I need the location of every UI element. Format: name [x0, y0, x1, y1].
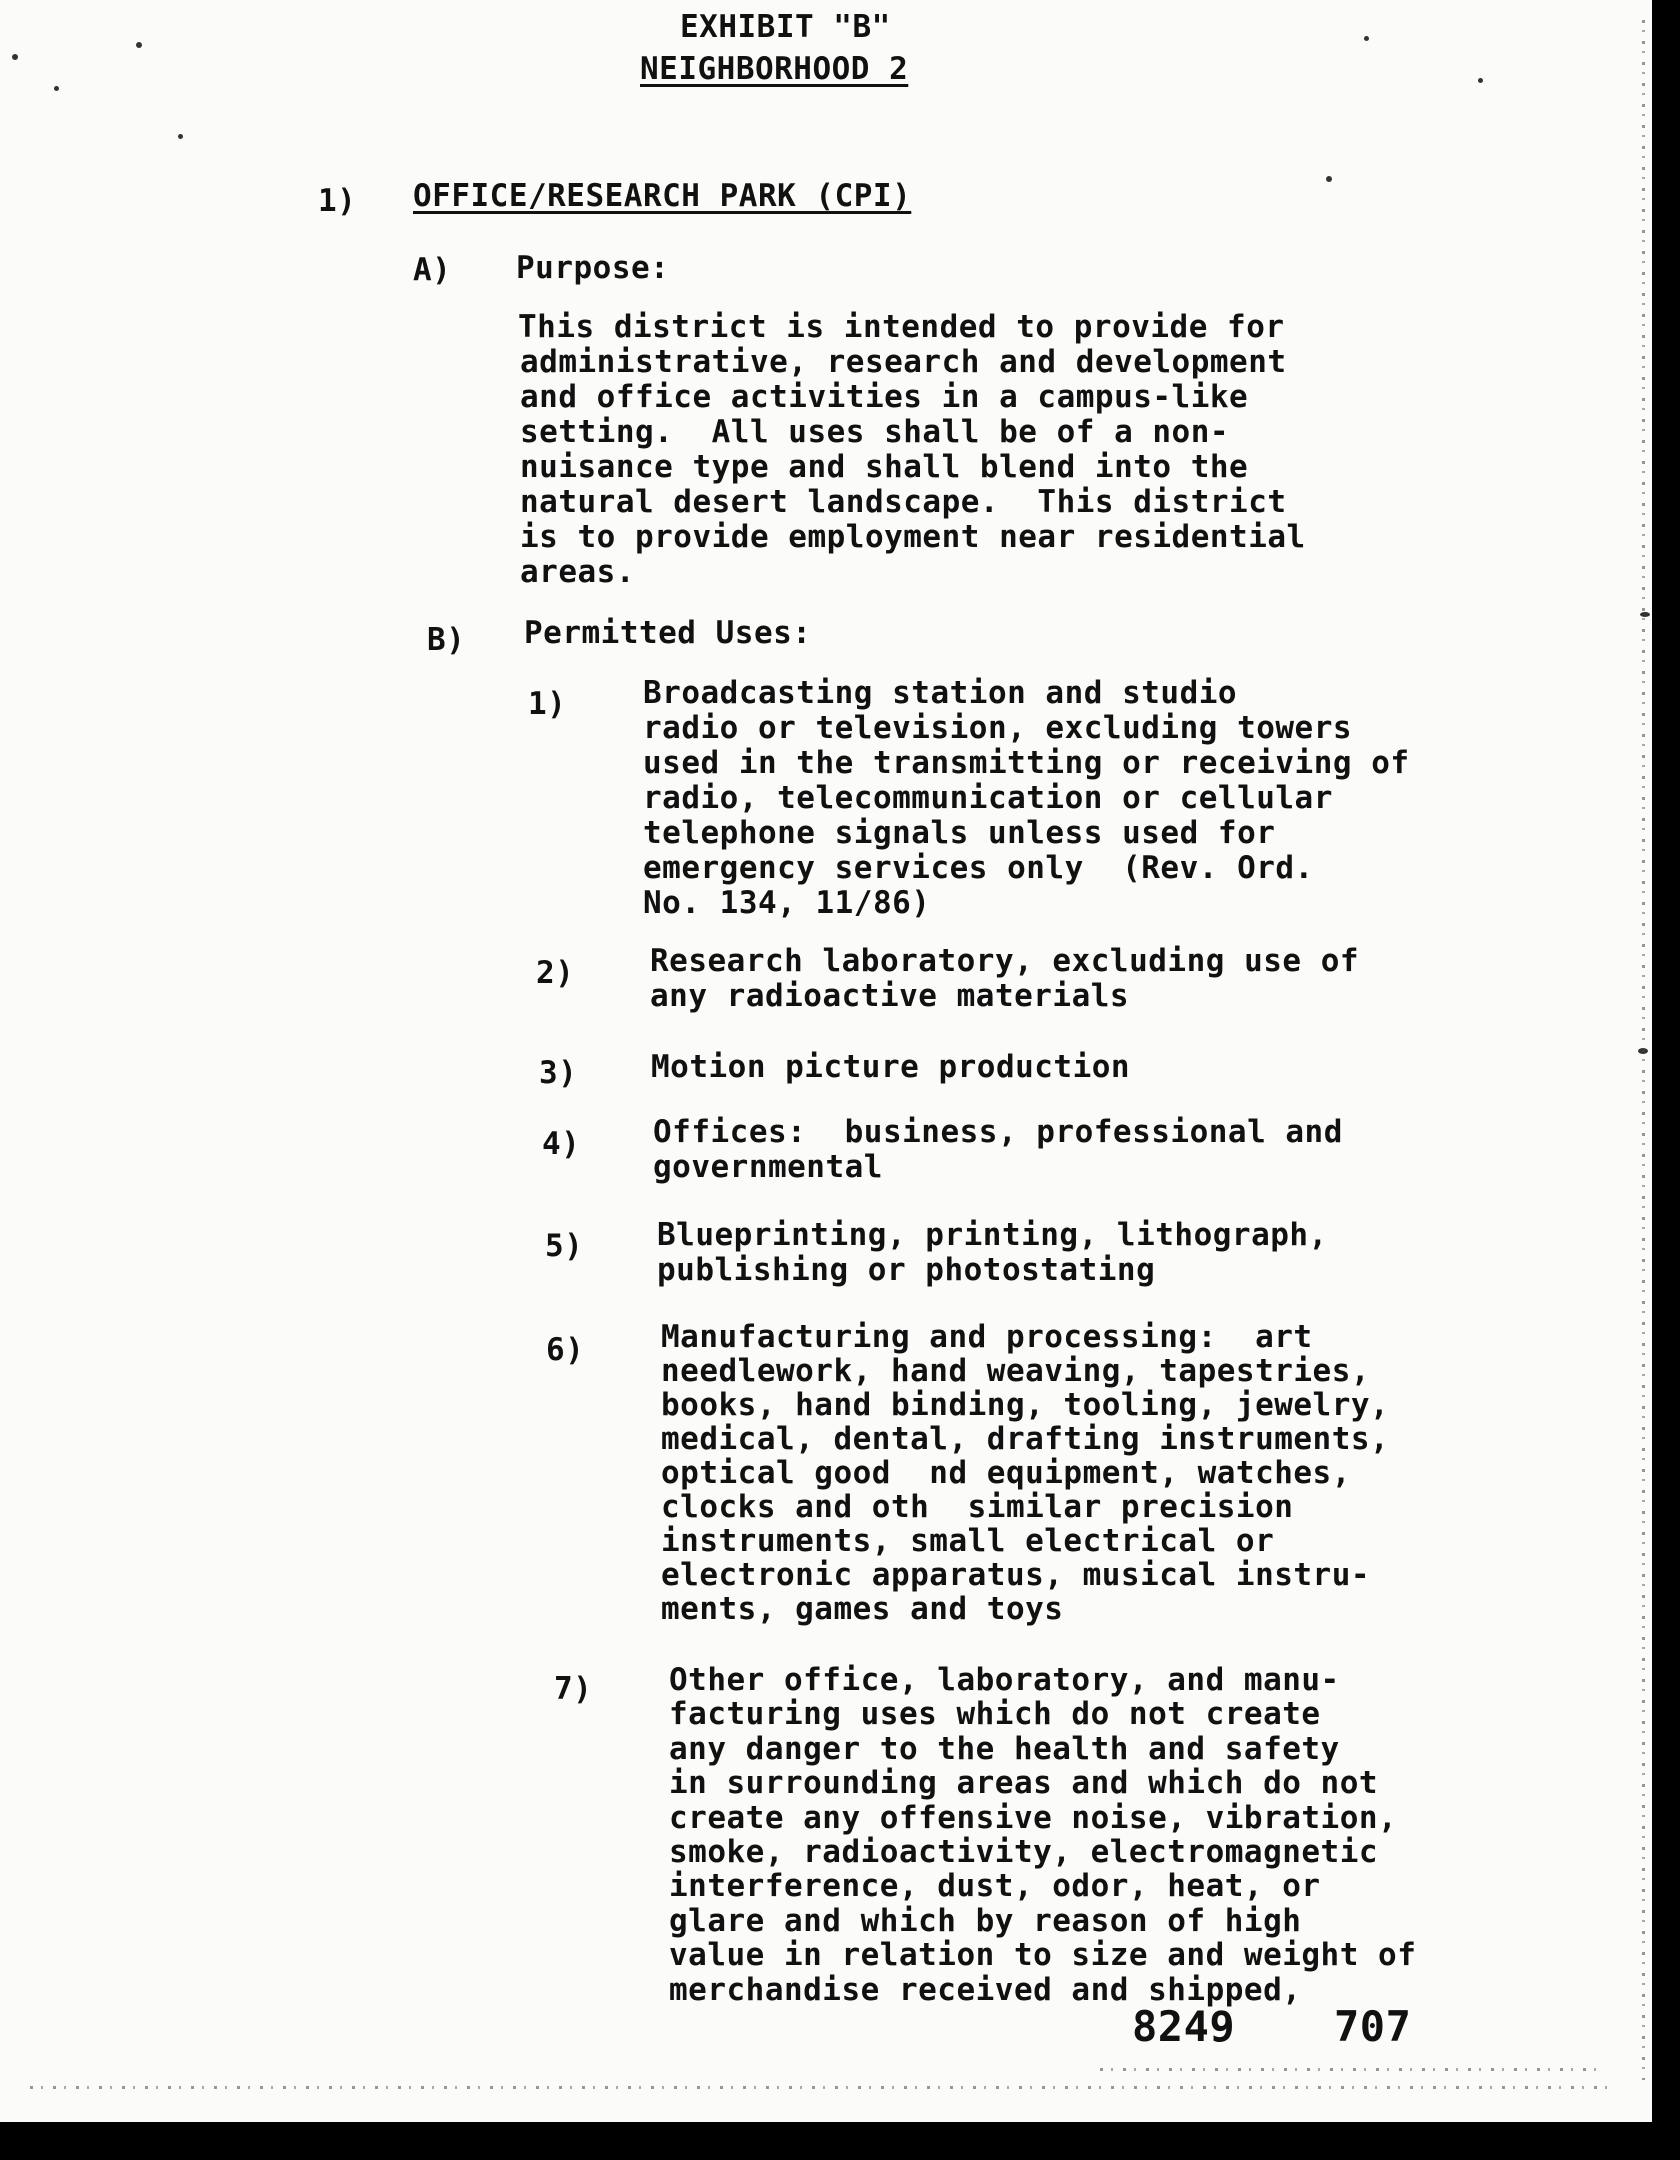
permitted-use-line: radio or television, excluding towers	[643, 710, 1353, 746]
permitted-use-line: books, hand binding, tooling, jewelry,	[661, 1387, 1390, 1423]
permitted-use-line: Other office, laboratory, and manu-	[669, 1662, 1340, 1698]
permitted-letter: B)	[427, 622, 466, 658]
permitted-use-number: 4)	[542, 1126, 581, 1162]
permitted-use-line: in surrounding areas and which do not	[669, 1765, 1379, 1801]
permitted-use-number: 7)	[554, 1671, 593, 1707]
permitted-use-line: No. 134, 11/86)	[643, 885, 931, 921]
speck	[1364, 36, 1369, 41]
permitted-use-line: emergency services only (Rev. Ord.	[643, 850, 1314, 886]
permitted-use-number: 5)	[545, 1228, 584, 1264]
exhibit-title: EXHIBIT "B"	[680, 9, 891, 45]
permitted-use-line: Blueprinting, printing, lithograph,	[657, 1217, 1328, 1253]
purpose-line: nuisance type and shall blend into the	[520, 449, 1249, 485]
permitted-use-line: Manufacturing and processing: art	[661, 1319, 1313, 1355]
permitted-use-number: 1)	[528, 686, 567, 722]
permitted-use-line: Broadcasting station and studio	[643, 675, 1238, 711]
permitted-use-line: instruments, small electrical or	[661, 1523, 1275, 1559]
permitted-use-line: clocks and oth similar precision	[661, 1489, 1294, 1525]
permitted-use-number: 6)	[546, 1332, 585, 1368]
purpose-heading: Purpose:	[516, 250, 670, 286]
purpose-line: administrative, research and development	[520, 344, 1287, 380]
purpose-letter: A)	[413, 252, 452, 288]
scan-noise-bottom-2	[1100, 2068, 1600, 2071]
page-number: 707	[1334, 2002, 1412, 2051]
permitted-use-line: Offices: business, professional and	[653, 1114, 1343, 1150]
scan-noise-right	[1642, 20, 1645, 2080]
permitted-use-line: any danger to the health and safety	[669, 1731, 1340, 1767]
permitted-use-line: telephone signals unless used for	[643, 815, 1276, 851]
permitted-use-line: smoke, radioactivity, electromagnetic	[669, 1834, 1379, 1870]
permitted-use-number: 2)	[536, 955, 575, 991]
permitted-use-line: facturing uses which do not create	[669, 1696, 1321, 1732]
permitted-use-line: used in the transmitting or receiving of	[643, 745, 1410, 781]
purpose-line: is to provide employment near residential	[520, 519, 1306, 555]
permitted-use-line: publishing or photostating	[657, 1252, 1156, 1288]
permitted-use-line: optical good nd equipment, watches,	[661, 1455, 1351, 1491]
permitted-use-line: any radioactive materials	[650, 978, 1130, 1014]
permitted-heading: Permitted Uses:	[524, 615, 812, 651]
permitted-use-line: needlework, hand weaving, tapestries,	[661, 1353, 1371, 1389]
permitted-use-line: glare and which by reason of high	[669, 1903, 1302, 1939]
permitted-use-line: Research laboratory, excluding use of	[650, 943, 1360, 979]
document-number: 8249	[1132, 2002, 1236, 2051]
speck	[136, 42, 142, 48]
purpose-line: and office activities in a campus-like	[520, 379, 1249, 415]
permitted-use-line: medical, dental, drafting instruments,	[661, 1421, 1390, 1457]
purpose-line: setting. All uses shall be of a non-	[520, 414, 1230, 450]
permitted-use-line: ments, games and toys	[661, 1591, 1064, 1627]
permitted-use-line: value in relation to size and weight of	[669, 1937, 1417, 1973]
permitted-use-line: governmental	[653, 1149, 883, 1185]
permitted-use-line: merchandise received and shipped,	[669, 1972, 1302, 2008]
section-number: 1)	[318, 183, 357, 219]
permitted-use-line: Motion picture production	[651, 1049, 1131, 1085]
speck	[54, 86, 59, 91]
speck	[178, 134, 183, 139]
speck	[1478, 78, 1483, 83]
speck	[12, 54, 18, 60]
permitted-use-line: radio, telecommunication or cellular	[643, 780, 1333, 816]
purpose-line: natural desert landscape. This district	[520, 484, 1287, 520]
speck	[1326, 176, 1332, 182]
neighborhood-title: NEIGHBORHOOD 2	[640, 51, 909, 87]
purpose-line: areas.	[520, 554, 635, 590]
scan-noise-bottom	[30, 2086, 1610, 2089]
permitted-use-line: electronic apparatus, musical instru-	[661, 1557, 1371, 1593]
section-title: OFFICE/RESEARCH PARK (CPI)	[413, 178, 912, 214]
purpose-line: This district is intended to provide for	[518, 309, 1285, 345]
permitted-use-line: interference, dust, odor, heat, or	[669, 1868, 1321, 1904]
permitted-use-number: 3)	[539, 1055, 578, 1091]
permitted-use-line: create any offensive noise, vibration,	[669, 1800, 1398, 1836]
